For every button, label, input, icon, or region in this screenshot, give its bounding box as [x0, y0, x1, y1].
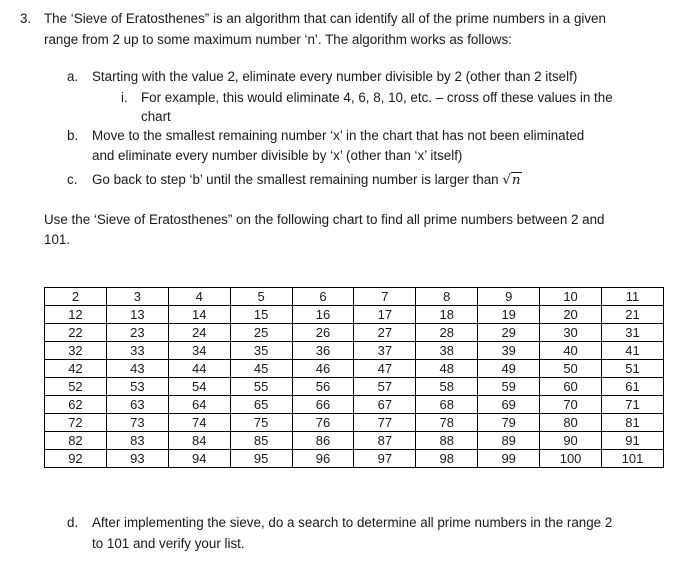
chart-cell: 9: [478, 288, 540, 306]
chart-cell: 15: [230, 306, 292, 324]
chart-cell: 43: [106, 360, 168, 378]
chart-cell: 57: [354, 378, 416, 396]
chart-cell: 100: [540, 450, 602, 468]
question-intro-line1: The ‘Sieve of Eratosthenes” is an algorithm that can identify all of the prime numbers in a given: [44, 11, 606, 26]
chart-cell: 17: [354, 306, 416, 324]
chart-row: [45, 306, 664, 324]
chart-cell: 18: [416, 306, 478, 324]
chart-cell: 26: [292, 324, 354, 342]
chart-cell: 5: [230, 288, 292, 306]
chart-cell: 70: [540, 396, 602, 414]
chart-cell: 67: [354, 396, 416, 414]
chart-cell: 96: [292, 450, 354, 468]
chart-cell: 95: [230, 450, 292, 468]
number-chart-body: [45, 288, 664, 468]
chart-cell: 87: [354, 432, 416, 450]
chart-cell: 52: [45, 378, 107, 396]
chart-row: [45, 324, 664, 342]
chart-cell: 24: [168, 324, 230, 342]
chart-cell: 79: [478, 414, 540, 432]
chart-cell: 42: [45, 360, 107, 378]
chart-cell: 91: [602, 432, 664, 450]
chart-row: [45, 450, 664, 468]
chart-cell: 69: [478, 396, 540, 414]
chart-cell: 30: [540, 324, 602, 342]
step-b-line1: Move to the smallest remaining number ‘x’ in the chart that has not been eliminated: [92, 128, 585, 143]
chart-cell: 86: [292, 432, 354, 450]
chart-row: [45, 414, 664, 432]
chart-cell: 65: [230, 396, 292, 414]
chart-cell: 40: [540, 342, 602, 360]
chart-cell: 68: [416, 396, 478, 414]
chart-cell: 54: [168, 378, 230, 396]
chart-cell: 4: [168, 288, 230, 306]
chart-cell: 64: [168, 396, 230, 414]
chart-cell: 74: [168, 414, 230, 432]
chart-cell: 31: [602, 324, 664, 342]
chart-cell: 62: [45, 396, 107, 414]
chart-cell: 77: [354, 414, 416, 432]
chart-cell: 85: [230, 432, 292, 450]
chart-cell: 50: [540, 360, 602, 378]
chart-cell: 53: [106, 378, 168, 396]
chart-cell: 73: [106, 414, 168, 432]
chart-cell: 19: [478, 306, 540, 324]
chart-cell: 75: [230, 414, 292, 432]
chart-row: [45, 378, 664, 396]
chart-cell: 49: [478, 360, 540, 378]
chart-cell: 21: [602, 306, 664, 324]
chart-cell: 90: [540, 432, 602, 450]
chart-cell: 94: [168, 450, 230, 468]
step-a-text: Starting with the value 2, eliminate every number divisible by 2 (other than 2 itself): [92, 69, 578, 84]
step-d-marker: d.: [67, 515, 79, 530]
chart-cell: 63: [106, 396, 168, 414]
chart-cell: 66: [292, 396, 354, 414]
chart-row: [45, 396, 664, 414]
chart-cell: 88: [416, 432, 478, 450]
chart-cell: 3: [106, 288, 168, 306]
chart-cell: 33: [106, 342, 168, 360]
chart-cell: 10: [540, 288, 602, 306]
question-number: 3.: [20, 11, 32, 26]
chart-cell: 48: [416, 360, 478, 378]
chart-cell: 81: [602, 414, 664, 432]
chart-cell: 60: [540, 378, 602, 396]
chart-cell: 78: [416, 414, 478, 432]
chart-cell: 71: [602, 396, 664, 414]
chart-cell: 7: [354, 288, 416, 306]
chart-cell: 99: [478, 450, 540, 468]
question-intro-line2: range from 2 up to some maximum number ‘n’. The algorithm works as follows:: [44, 32, 512, 47]
chart-cell: 35: [230, 342, 292, 360]
chart-cell: 98: [416, 450, 478, 468]
chart-cell: 59: [478, 378, 540, 396]
chart-cell: 72: [45, 414, 107, 432]
chart-cell: 51: [602, 360, 664, 378]
chart-cell: 84: [168, 432, 230, 450]
step-c-text: Go back to step ‘b’ until the smallest remaining number is larger than: [92, 172, 499, 187]
chart-cell: 89: [478, 432, 540, 450]
step-d-line2: to 101 and verify your list.: [92, 536, 245, 551]
chart-cell: 23: [106, 324, 168, 342]
chart-cell: 76: [292, 414, 354, 432]
number-chart: [44, 287, 664, 468]
chart-cell: 55: [230, 378, 292, 396]
chart-row: [45, 432, 664, 450]
chart-cell: 82: [45, 432, 107, 450]
chart-cell: 39: [478, 342, 540, 360]
chart-cell: 93: [106, 450, 168, 468]
chart-cell: 80: [540, 414, 602, 432]
sqrt-n-formula: [502, 173, 521, 189]
chart-cell: 25: [230, 324, 292, 342]
chart-cell: 16: [292, 306, 354, 324]
chart-cell: 20: [540, 306, 602, 324]
chart-cell: 32: [45, 342, 107, 360]
chart-cell: 8: [416, 288, 478, 306]
step-b-line2: and eliminate every number divisible by ‘x’ (other than ‘x’ itself): [92, 148, 463, 163]
chart-cell: 44: [168, 360, 230, 378]
chart-cell: 97: [354, 450, 416, 468]
chart-cell: 2: [45, 288, 107, 306]
chart-cell: 28: [416, 324, 478, 342]
step-b-marker: b.: [67, 128, 79, 143]
step-d-line1: After implementing the sieve, do a search to determine all prime numbers in the range 2: [92, 515, 613, 530]
step-a-marker: a.: [67, 69, 79, 84]
chart-cell: 101: [602, 450, 664, 468]
chart-cell: 45: [230, 360, 292, 378]
chart-cell: 37: [354, 342, 416, 360]
chart-cell: 11: [602, 288, 664, 306]
chart-cell: 27: [354, 324, 416, 342]
chart-cell: 61: [602, 378, 664, 396]
chart-cell: 56: [292, 378, 354, 396]
chart-cell: 92: [45, 450, 107, 468]
chart-cell: 83: [106, 432, 168, 450]
step-c-marker: c.: [67, 172, 78, 187]
radical-symbol: √: [502, 173, 511, 188]
chart-cell: 29: [478, 324, 540, 342]
chart-cell: 36: [292, 342, 354, 360]
chart-cell: 47: [354, 360, 416, 378]
instruction-line1: Use the ‘Sieve of Eratosthenes” on the following chart to find all prime numbers between 2 and: [44, 212, 605, 227]
chart-cell: 14: [168, 306, 230, 324]
chart-cell: 46: [292, 360, 354, 378]
chart-cell: 13: [106, 306, 168, 324]
chart-cell: 58: [416, 378, 478, 396]
chart-cell: 34: [168, 342, 230, 360]
chart-cell: 12: [45, 306, 107, 324]
instruction-line2: 101.: [44, 232, 71, 247]
step-a-sub-marker: i.: [121, 90, 128, 105]
chart-cell: 38: [416, 342, 478, 360]
chart-cell: 6: [292, 288, 354, 306]
chart-row: [45, 360, 664, 378]
chart-row: [45, 342, 664, 360]
step-a-sub-line2: chart: [141, 109, 171, 124]
radicand: n: [511, 173, 521, 188]
step-c-line: [92, 172, 522, 189]
chart-cell: 22: [45, 324, 107, 342]
step-a-sub-line1: For example, this would eliminate 4, 6, 8, 10, etc. – cross off these values in the: [141, 90, 613, 105]
chart-cell: 41: [602, 342, 664, 360]
chart-row: [45, 288, 664, 306]
